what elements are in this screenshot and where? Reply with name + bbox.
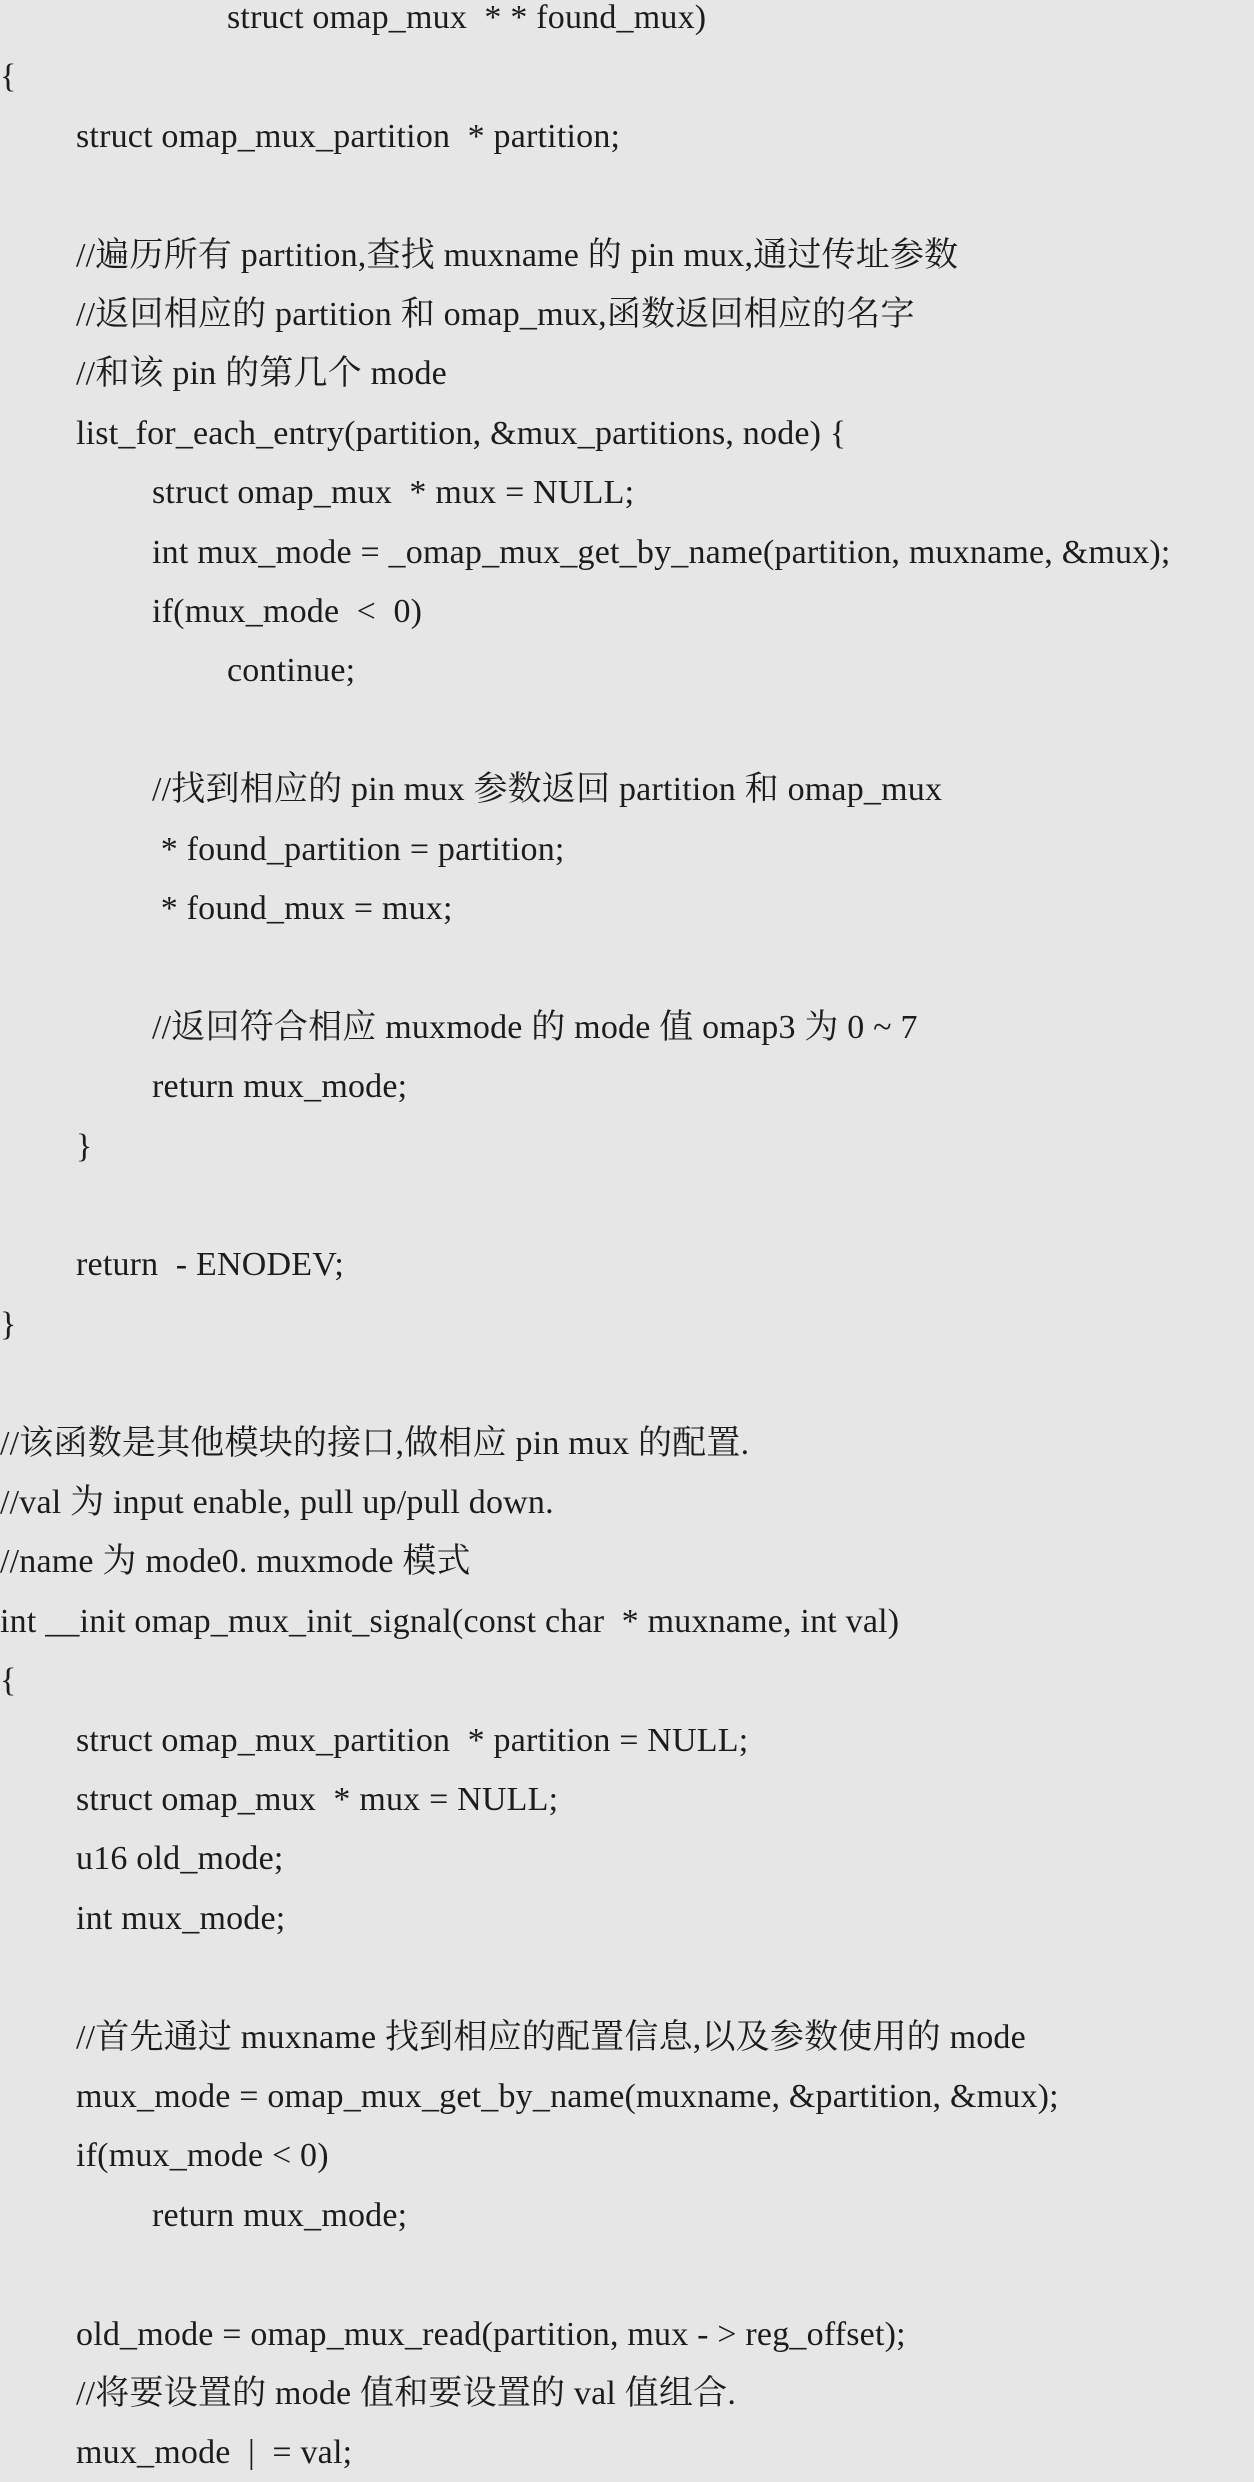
code-line: int mux_mode;	[76, 1899, 286, 1937]
code-line: return mux_mode;	[152, 1068, 408, 1106]
code-line: * found_mux = mux;	[152, 890, 453, 927]
code-line: //找到相应的 pin mux 参数返回 partition 和 omap_mux	[152, 771, 943, 809]
code-line: int mux_mode = _omap_mux_get_by_name(partition, muxname, &mux);	[152, 533, 1171, 571]
code-line: mux_mode = omap_mux_get_by_name(muxname, &partition, &mux);	[76, 2078, 1059, 2115]
code-line: return - ENODEV;	[76, 1246, 345, 1284]
code-line: //val 为 input enable, pull up/pull down.	[0, 1484, 554, 1521]
code-line: }	[0, 1305, 17, 1343]
code-line: struct omap_mux * mux = NULL;	[152, 474, 635, 512]
code-line: u16 old_mode;	[76, 1840, 284, 1878]
code-line: if(mux_mode < 0)	[152, 593, 423, 630]
code-line: //首先通过 muxname 找到相应的配置信息,以及参数使用的 mode	[76, 2018, 1026, 2056]
code-line: struct omap_mux * mux = NULL;	[76, 1781, 559, 1818]
code-line: //返回符合相应 muxmode 的 mode 值 omap3 为 0 ~ 7	[152, 1008, 918, 1046]
code-line: //和该 pin 的第几个 mode	[76, 355, 447, 393]
code-line: {	[0, 58, 17, 96]
code-line: //name 为 mode0. muxmode 模式	[0, 1543, 471, 1581]
code-line: if(mux_mode < 0)	[76, 2137, 329, 2175]
code-line: list_for_each_entry(partition, &mux_partitions, node) {	[76, 414, 847, 452]
code-line: old_mode = omap_mux_read(partition, mux - > reg_offset);	[76, 2315, 906, 2353]
code-line: continue;	[227, 652, 356, 690]
code-line: //遍历所有 partition,查找 muxname 的 pin mux,通过传址参数	[76, 236, 959, 274]
code-line: //将要设置的 mode 值和要设置的 val 值组合.	[76, 2375, 737, 2412]
code-line: return mux_mode;	[152, 2196, 408, 2234]
code-line: {	[0, 1662, 17, 1700]
code-line: int __init omap_mux_init_signal(const char * muxname, int val)	[0, 1602, 900, 1640]
code-line: struct omap_mux_partition * partition;	[76, 117, 621, 155]
code-line: struct omap_mux_partition * partition = NULL;	[76, 1721, 749, 1759]
code-line: //该函数是其他模块的接口,做相应 pin mux 的配置.	[0, 1424, 750, 1462]
code-line: mux_mode | = val;	[76, 2434, 353, 2472]
code-line: }	[76, 1127, 93, 1165]
code-line: struct omap_mux * * found_mux)	[227, 0, 707, 36]
code-line: //返回相应的 partition 和 omap_mux,函数返回相应的名字	[76, 296, 915, 333]
code-line: * found_partition = partition;	[152, 830, 565, 868]
